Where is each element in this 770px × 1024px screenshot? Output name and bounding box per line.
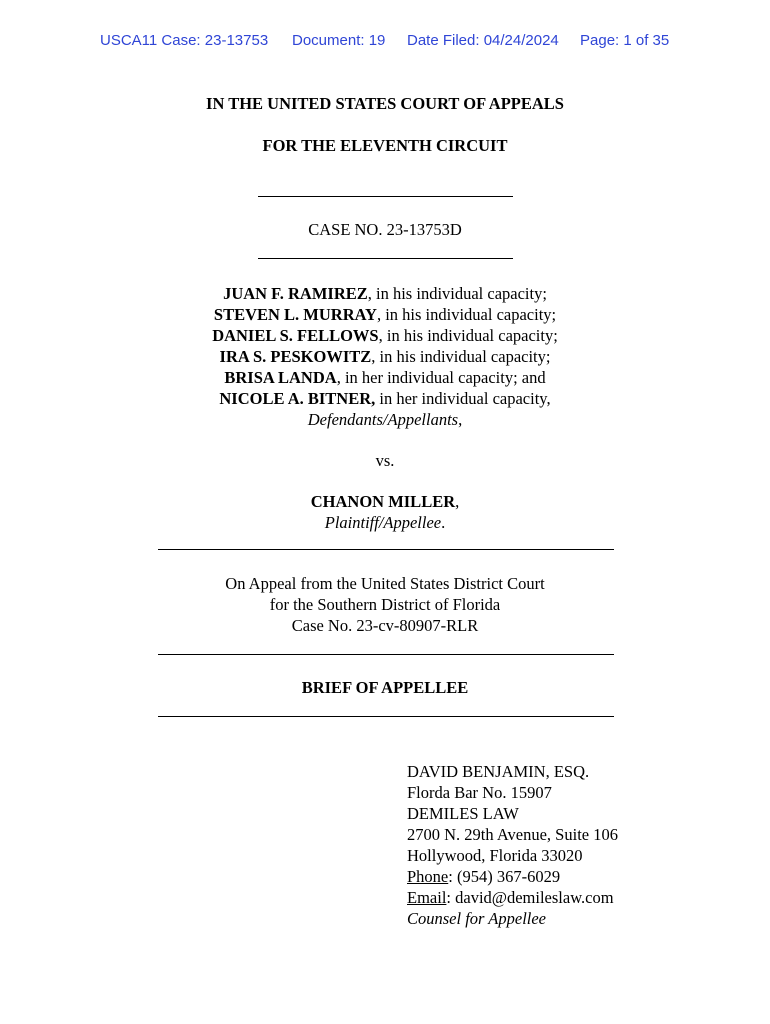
phone-label: Phone — [407, 867, 449, 886]
plaintiff-name: CHANON MILLER — [310, 492, 456, 511]
defendants-role-suffix: , — [458, 410, 463, 429]
defendant-capacity: , in her individual capacity; and — [336, 368, 546, 387]
counsel-role: Counsel for Appellee — [407, 909, 547, 928]
plaintiff-role-suffix: . — [441, 513, 446, 532]
appeal-line2: for the Southern District of Florida — [269, 595, 501, 614]
counsel-name: DAVID BENJAMIN, ESQ. — [407, 762, 590, 781]
defendant-name: NICOLE A. BITNER, — [219, 389, 376, 408]
email-label: Email — [407, 888, 447, 907]
defendant-line — [0, 367, 770, 388]
appeal-line1: On Appeal from the United States District Court — [225, 574, 545, 593]
header-document-number: Document: 19 — [292, 32, 386, 49]
case-number: CASE NO. 23-13753D — [308, 220, 462, 239]
brief-title: BRIEF OF APPELLEE — [301, 678, 469, 697]
plaintiff-role: Plaintiff/Appellee — [324, 513, 442, 532]
defendant-line — [0, 388, 770, 409]
defendant-line — [0, 325, 770, 346]
defendants-role-line — [0, 409, 770, 430]
court-name-line1: IN THE UNITED STATES COURT OF APPEALS — [206, 94, 564, 113]
defendant-capacity: , in his individual capacity; — [367, 284, 547, 303]
phone-value: : (954) 367-6029 — [448, 867, 561, 886]
defendant-name: JUAN F. RAMIREZ — [223, 284, 368, 303]
counsel-bar-number: Florda Bar No. 15907 — [407, 783, 552, 802]
email-value: : david@demileslaw.com — [446, 888, 614, 907]
counsel-address-line1: 2700 N. 29th Avenue, Suite 106 — [407, 825, 618, 844]
header-page-count: Page: 1 of 35 — [580, 32, 670, 49]
plaintiff-role-line — [0, 512, 770, 533]
defendant-capacity: , in his individual capacity; — [378, 326, 558, 345]
defendant-capacity: , in his individual capacity; — [376, 305, 557, 324]
defendants-role: Defendants/Appellants — [307, 410, 459, 429]
divider-rule — [158, 549, 614, 550]
versus: vs. — [375, 451, 395, 470]
defendant-name: BRISA LANDA — [224, 368, 337, 387]
counsel-address-line2: Hollywood, Florida 33020 — [407, 846, 583, 865]
defendant-capacity: , in his individual capacity; — [371, 347, 551, 366]
defendant-name: DANIEL S. FELLOWS — [212, 326, 379, 345]
counsel-firm: DEMILES LAW — [407, 804, 519, 823]
defendant-line — [0, 283, 770, 304]
counsel-phone — [407, 866, 560, 887]
header-date-filed: Date Filed: 04/24/2024 — [407, 32, 559, 49]
plaintiff-name-suffix: , — [455, 492, 460, 511]
divider-rule — [158, 716, 614, 717]
appeal-line3: Case No. 23-cv-80907-RLR — [291, 616, 479, 635]
defendant-capacity: in her individual capacity, — [375, 389, 551, 408]
filing-header — [0, 32, 770, 56]
plaintiff-line — [0, 491, 770, 512]
defendant-line — [0, 304, 770, 325]
counsel-email — [407, 887, 614, 908]
defendant-name: IRA S. PESKOWITZ — [219, 347, 372, 366]
header-case-number: USCA11 Case: 23-13753 — [100, 32, 269, 49]
divider-rule — [158, 654, 614, 655]
court-name-line2: FOR THE ELEVENTH CIRCUIT — [262, 136, 508, 155]
divider-rule — [258, 258, 513, 259]
defendant-line — [0, 346, 770, 367]
divider-rule — [258, 196, 513, 197]
defendant-name: STEVEN L. MURRAY — [213, 305, 377, 324]
